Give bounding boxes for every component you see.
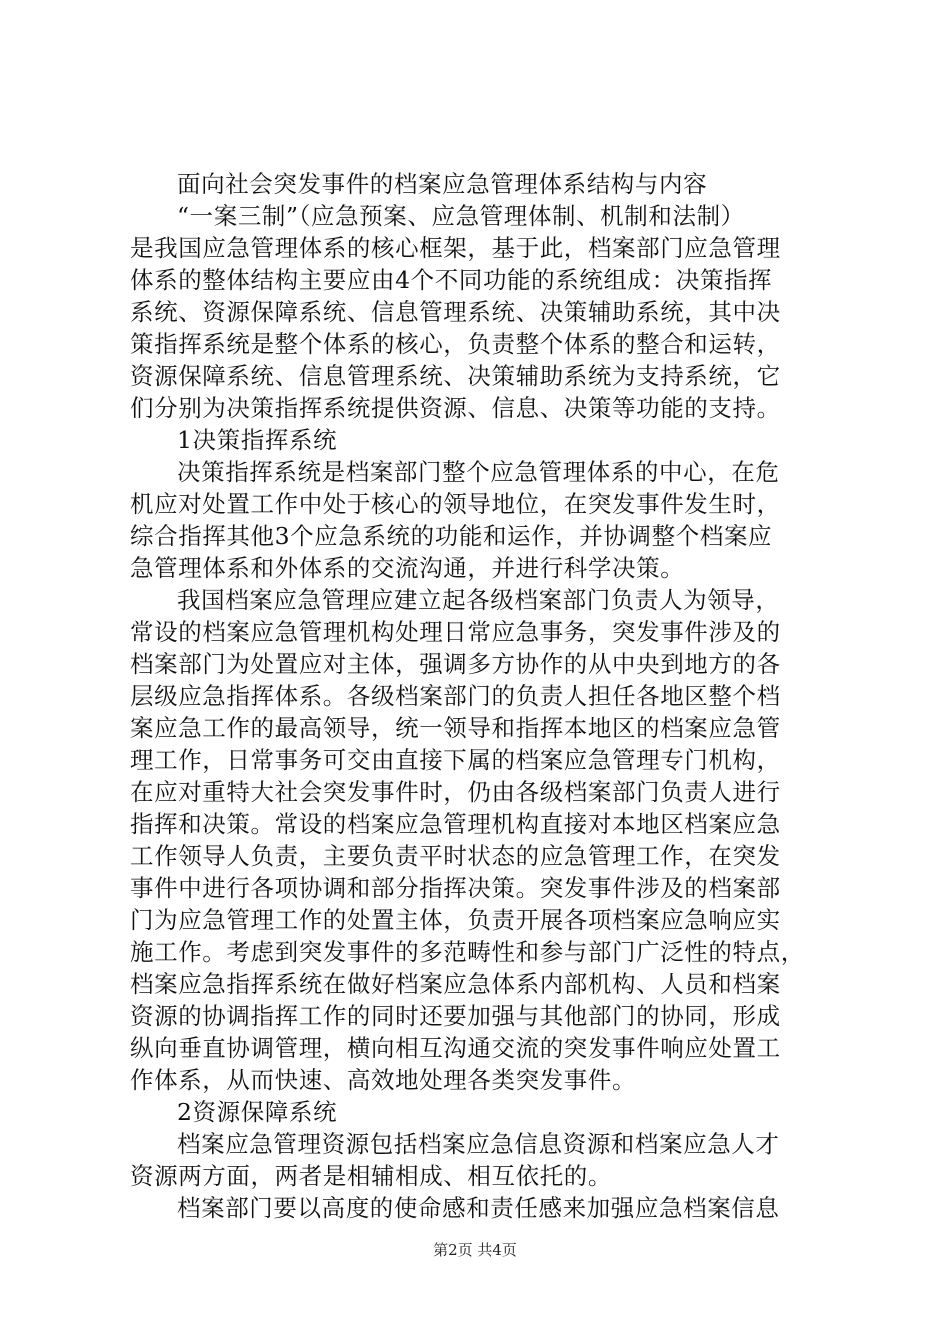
document-body	[130, 168, 830, 1224]
text-line: 档案部门要以高度的使命感和责任感来加强应急档案信息	[177, 1194, 780, 1222]
page-number-footer: 第2页 共4页	[433, 1241, 517, 1259]
text-line: 体系的整体结构主要应由4个不同功能的系统组成：决策指挥	[130, 266, 773, 294]
subsection-heading: 1决策指挥系统	[177, 426, 338, 454]
text-line: 我国档案应急管理应建立起各级档案部门负责人为领导，	[177, 586, 780, 614]
text-line: 资源保障系统、信息管理系统、决策辅助系统为支持系统，它	[130, 362, 781, 390]
text-line: 系统、资源保障系统、信息管理系统、决策辅助系统，其中决	[130, 298, 781, 326]
text-line: 资源的协调指挥工作的同时还要加强与其他部门的协同，形成	[130, 1002, 781, 1030]
text-line: 理工作，日常事务可交由直接下属的档案应急管理专门机构，	[130, 746, 781, 774]
text-line: 资源两方面，两者是相辅相成、相互依托的。	[130, 1162, 612, 1190]
text-line: 综合指挥其他3个应急系统的功能和运作，并协调整个档案应	[130, 522, 773, 550]
text-line: 施工作。考虑到突发事件的多范畴性和参与部门广泛性的特点，	[130, 938, 805, 966]
text-line: 工作领导人负责，主要负责平时状态的应急管理工作，在突发	[130, 842, 781, 870]
text-line: 档案应急指挥系统在做好档案应急体系内部机构、人员和档案	[130, 970, 781, 998]
text-line: 是我国应急管理体系的核心框架，基于此，档案部门应急管理	[130, 234, 781, 262]
text-line: 指挥和决策。常设的档案应急管理机构直接对本地区档案应急	[130, 810, 781, 838]
text-line: 档案应急管理资源包括档案应急信息资源和档案应急人才	[177, 1130, 780, 1158]
text-line: 层级应急指挥体系。各级档案部门的负责人担任各地区整个档	[130, 682, 781, 710]
text-line: 案应急工作的最高领导，统一领导和指挥本地区的档案应急管	[130, 714, 781, 742]
text-line: 们分别为决策指挥系统提供资源、信息、决策等功能的支持。	[130, 394, 781, 422]
text-line: 决策指挥系统是档案部门整个应急管理体系的中心，在危	[177, 458, 780, 486]
text-line: 在应对重特大社会突发事件时，仍由各级档案部门负责人进行	[130, 778, 781, 806]
text-line: 事件中进行各项协调和部分指挥决策。突发事件涉及的档案部	[130, 874, 781, 902]
text-line: 纵向垂直协调管理，横向相互沟通交流的突发事件响应处置工	[130, 1034, 781, 1062]
text-line: 急管理体系和外体系的交流沟通，并进行科学决策。	[130, 554, 685, 582]
subsection-heading: 2资源保障系统	[177, 1098, 338, 1126]
text-line: 作体系，从而快速、高效地处理各类突发事件。	[130, 1066, 637, 1094]
text-line: 机应对处置工作中处于核心的领导地位，在突发事件发生时，	[130, 490, 781, 518]
text-line: 门为应急管理工作的处置主体，负责开展各项档案应急响应实	[130, 906, 781, 934]
section-title: 面向社会突发事件的档案应急管理体系结构与内容	[177, 170, 708, 198]
text-line: “一案三制”（应急预案、应急管理体制、机制和法制）	[177, 202, 745, 230]
text-line: 常设的档案应急管理机构处理日常应急事务，突发事件涉及的	[130, 618, 781, 646]
text-line: 档案部门为处置应对主体，强调多方协作的从中央到地方的各	[130, 650, 781, 678]
text-line: 策指挥系统是整个体系的核心，负责整个体系的整合和运转，	[130, 330, 781, 358]
